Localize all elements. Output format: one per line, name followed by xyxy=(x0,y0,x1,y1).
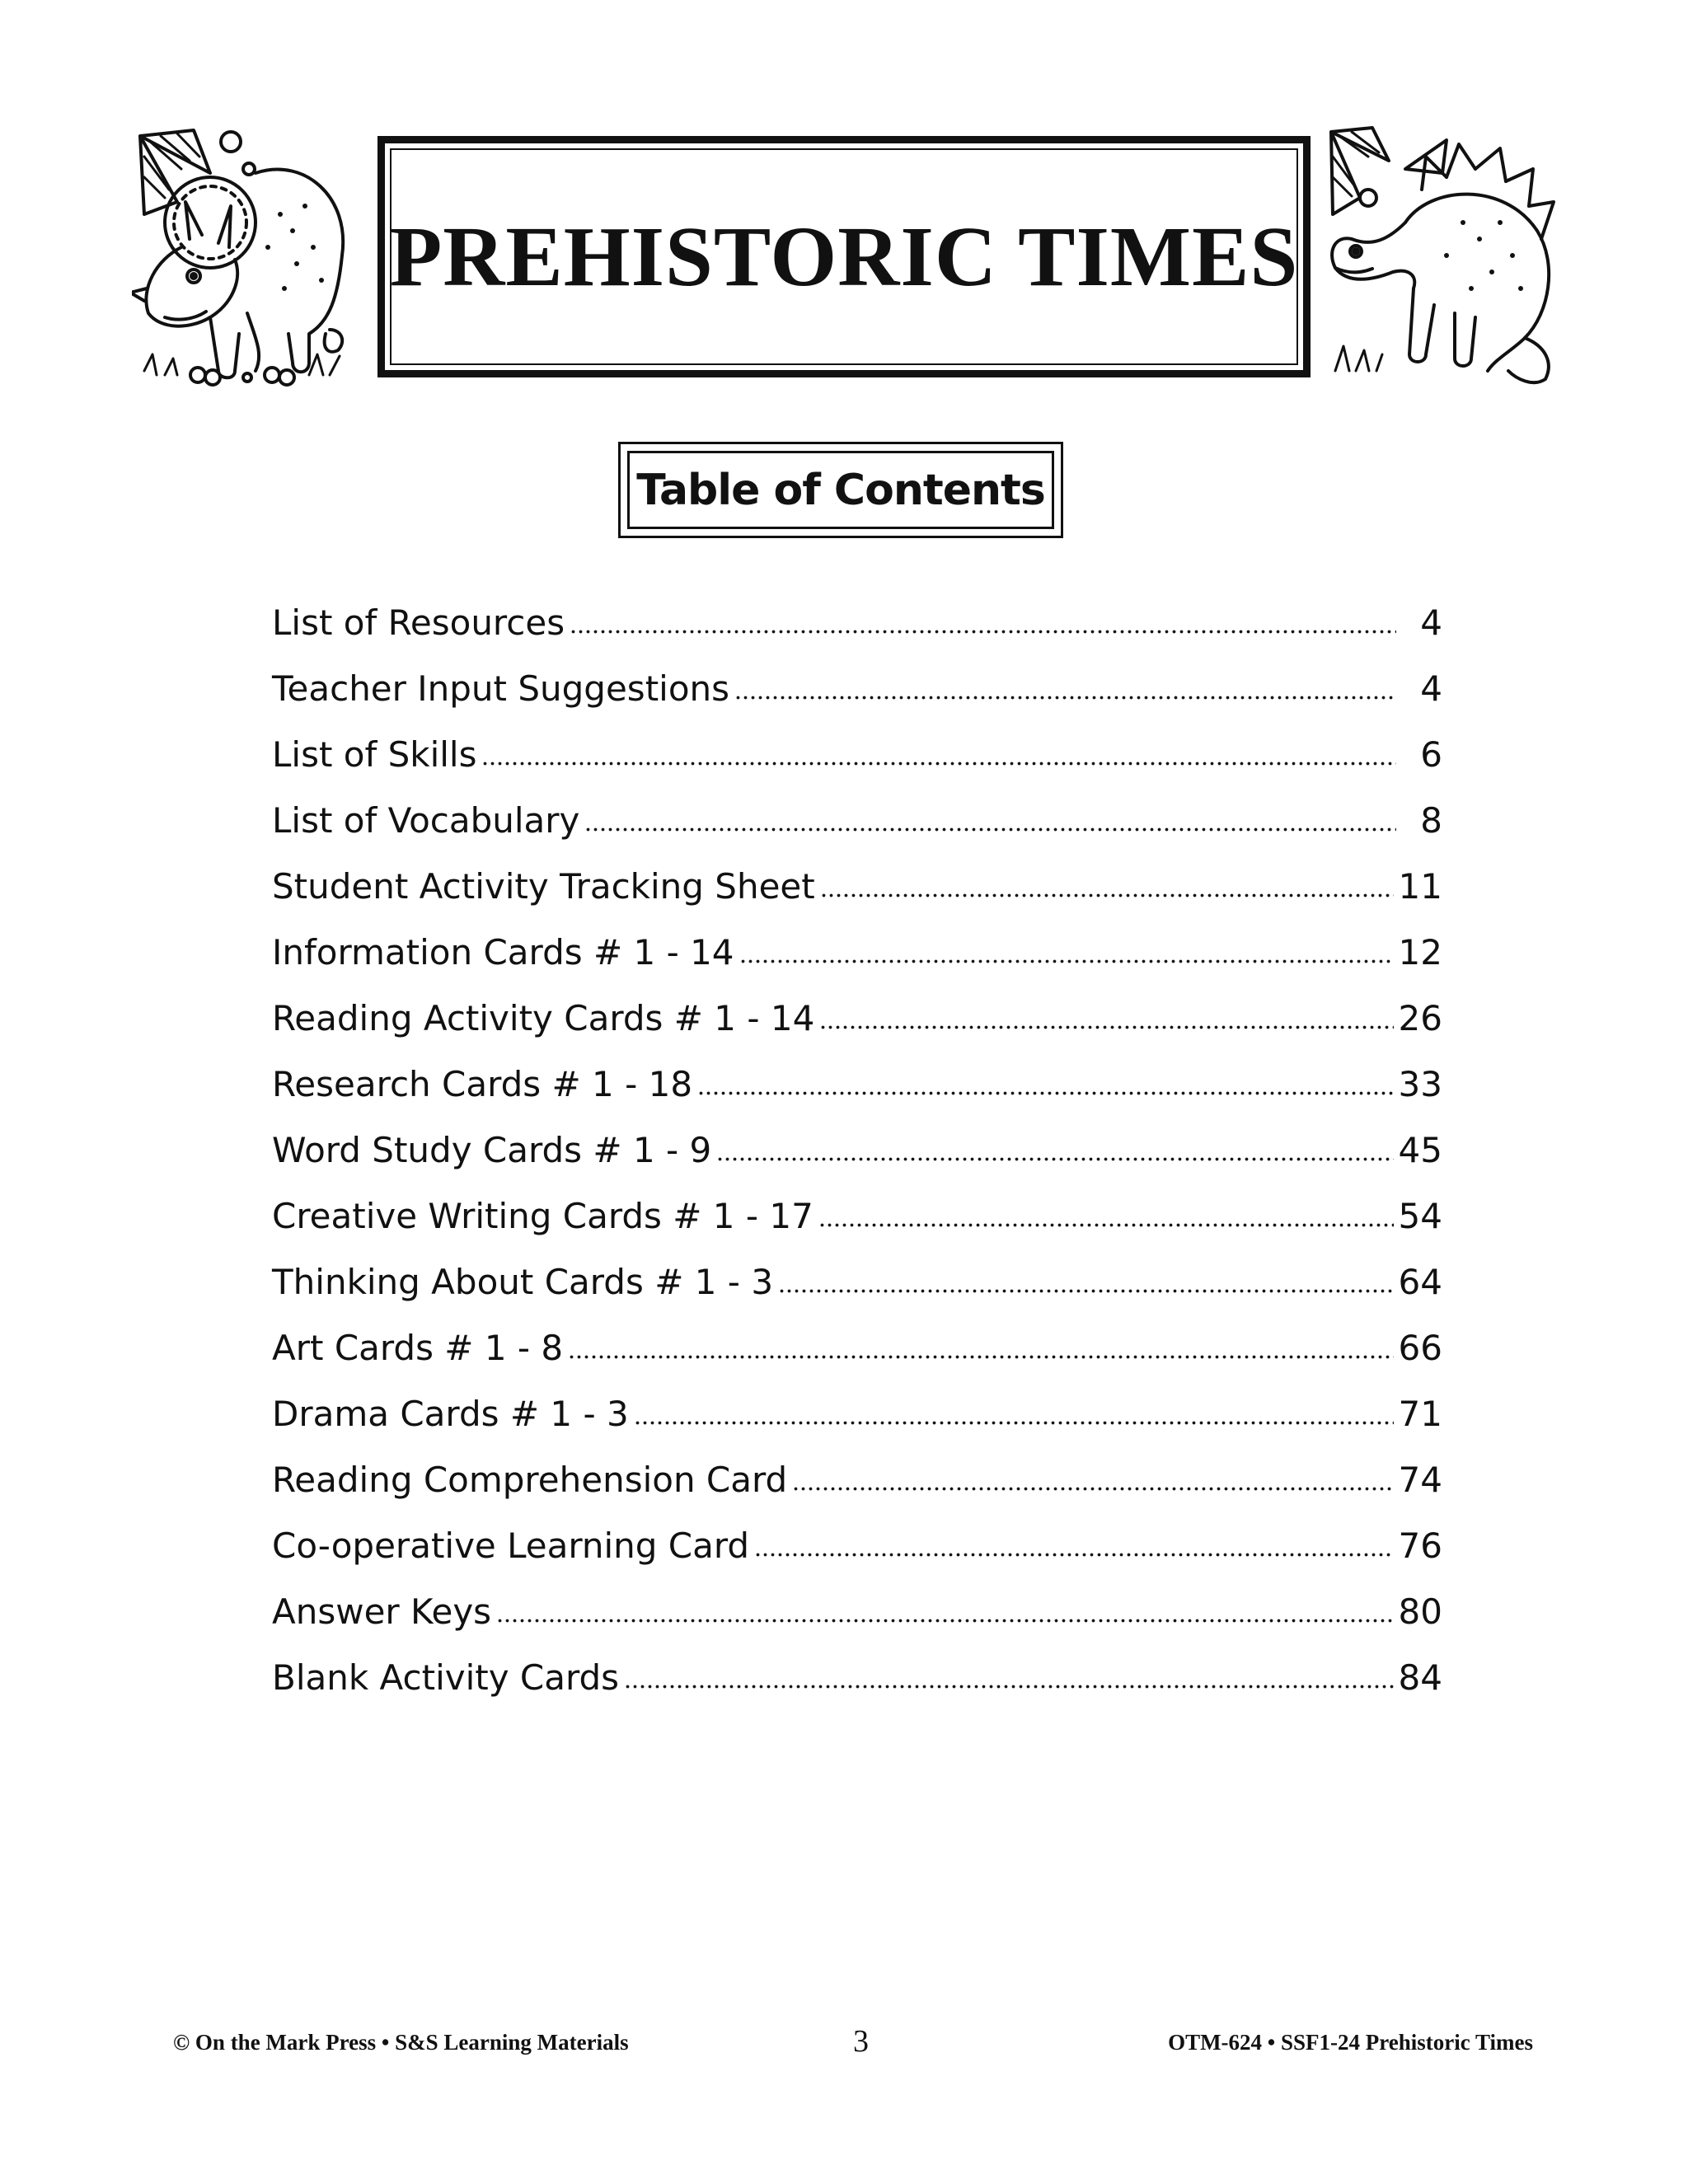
dot-leader xyxy=(778,1285,1394,1296)
toc-entry xyxy=(272,655,1442,721)
toc-entry-label: Reading Activity Cards # 1 - 14 xyxy=(272,997,815,1038)
toc-entry-page: 66 xyxy=(1398,1327,1442,1368)
toc-entry-label: Art Cards # 1 - 8 xyxy=(272,1327,564,1368)
toc-entry xyxy=(272,985,1442,1051)
toc-entry xyxy=(272,1380,1442,1446)
page-footer xyxy=(173,2023,1533,2064)
toc-entry-label: List of Skills xyxy=(272,733,477,775)
toc-entry-page: 64 xyxy=(1398,1261,1442,1302)
toc-entry xyxy=(272,919,1442,985)
dot-leader xyxy=(820,889,1394,901)
toc-entry-label: List of Resources xyxy=(272,602,565,643)
toc-entry-label: Research Cards # 1 - 18 xyxy=(272,1063,693,1104)
toc-entry xyxy=(272,589,1442,655)
dot-leader xyxy=(819,1021,1393,1033)
toc-entry xyxy=(272,1051,1442,1117)
footer-publisher: © On the Mark Press • S&S Learning Materials xyxy=(173,2030,629,2055)
dot-leader xyxy=(481,757,1396,769)
toc-entry-page: 26 xyxy=(1398,997,1442,1038)
toc-entry-page: 45 xyxy=(1398,1129,1442,1170)
toc-entry xyxy=(272,721,1442,787)
toc-entry xyxy=(272,787,1442,853)
toc-entry-page: 33 xyxy=(1398,1063,1442,1104)
footer-product-code: OTM-624 • SSF1-24 Prehistoric Times xyxy=(1168,2030,1533,2055)
toc-entry-page: 6 xyxy=(1420,733,1442,775)
dot-leader xyxy=(496,1615,1393,1626)
dot-leader xyxy=(568,1351,1393,1362)
toc-entry-page: 76 xyxy=(1398,1525,1442,1566)
toc-entry-label: Co-operative Learning Card xyxy=(272,1525,750,1566)
dot-leader xyxy=(634,1417,1394,1428)
dot-leader xyxy=(716,1153,1393,1165)
toc-entry xyxy=(272,1644,1442,1710)
toc-entry-page: 71 xyxy=(1398,1393,1442,1434)
toc-entry-label: Blank Activity Cards xyxy=(272,1657,620,1698)
toc-entry-page: 11 xyxy=(1398,865,1442,907)
toc-heading: Table of Contents xyxy=(636,465,1045,515)
toc-entry-page: 54 xyxy=(1398,1195,1442,1236)
toc-entry-label: Reading Comprehension Card xyxy=(272,1459,788,1500)
toc-entry-page: 4 xyxy=(1420,602,1442,643)
toc-heading-banner xyxy=(618,442,1063,538)
dot-leader xyxy=(624,1680,1393,1692)
toc-entry xyxy=(272,1578,1442,1644)
dot-leader xyxy=(570,626,1396,637)
toc-entry-page: 8 xyxy=(1420,799,1442,841)
toc-entry-page: 80 xyxy=(1398,1591,1442,1632)
toc-entry xyxy=(272,1117,1442,1183)
title-banner xyxy=(377,136,1311,377)
toc-entry-label: Word Study Cards # 1 - 9 xyxy=(272,1129,712,1170)
toc-entry xyxy=(272,1183,1442,1249)
dot-leader xyxy=(734,691,1396,703)
toc-entry-page: 12 xyxy=(1398,931,1442,972)
toc-entry-page: 4 xyxy=(1420,668,1442,709)
toc-entry-label: List of Vocabulary xyxy=(272,799,580,841)
stegosaurus-illustration xyxy=(1323,124,1562,391)
toc-entry xyxy=(272,853,1442,919)
dot-leader xyxy=(792,1483,1393,1494)
toc-entry-label: Student Activity Tracking Sheet xyxy=(272,865,815,907)
toc-entry xyxy=(272,1315,1442,1380)
toc-entry xyxy=(272,1512,1442,1578)
page-title: PREHISTORIC TIMES xyxy=(389,209,1299,304)
toc-entry-label: Information Cards # 1 - 14 xyxy=(272,931,734,972)
dot-leader xyxy=(739,955,1394,967)
triceratops-illustration xyxy=(132,124,359,391)
dot-leader xyxy=(697,1087,1393,1099)
toc-entry-label: Answer Keys xyxy=(272,1591,492,1632)
toc-entry xyxy=(272,1249,1442,1315)
toc-entry-page: 84 xyxy=(1398,1657,1442,1698)
toc-entry xyxy=(272,1446,1442,1512)
toc-entry-page: 74 xyxy=(1398,1459,1442,1500)
toc-entry-label: Creative Writing Cards # 1 - 17 xyxy=(272,1195,814,1236)
page-number: 3 xyxy=(853,2024,869,2059)
table-of-contents xyxy=(272,589,1442,1710)
toc-entry-label: Drama Cards # 1 - 3 xyxy=(272,1393,629,1434)
dot-leader xyxy=(754,1549,1393,1560)
toc-entry-label: Teacher Input Suggestions xyxy=(272,668,730,709)
dot-leader xyxy=(584,823,1396,835)
dot-leader xyxy=(818,1219,1394,1230)
toc-entry-label: Thinking About Cards # 1 - 3 xyxy=(272,1261,774,1302)
